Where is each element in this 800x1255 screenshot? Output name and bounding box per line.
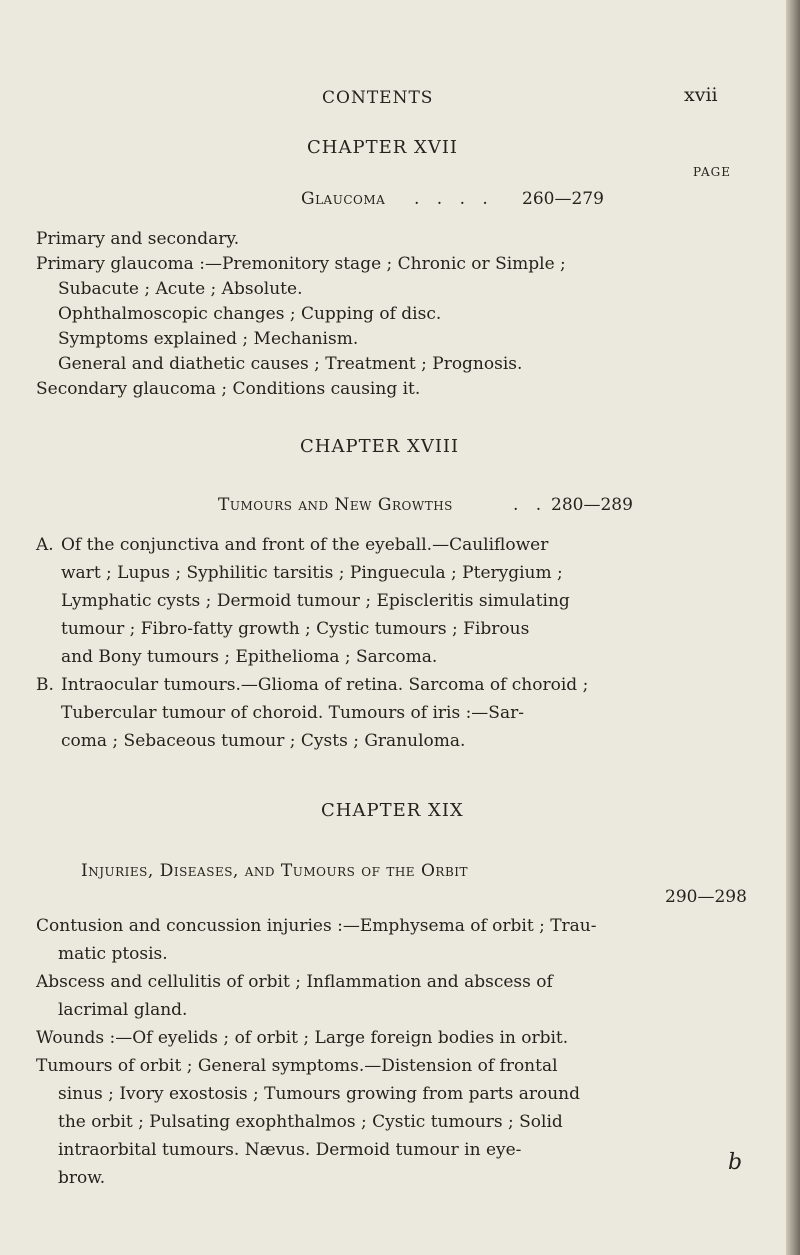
chapter-xvii-title: Glaucoma: [301, 189, 386, 209]
chapter-xix-line: Abscess and cellulitis of orbit ; Inflammation and abscess of: [36, 972, 553, 992]
chapter-xvii-line: Ophthalmoscopic changes ; Cupping of disc.: [58, 304, 442, 324]
page-folio: xvii: [684, 84, 718, 106]
section-b-line: Intraocular tumours.—Glioma of retina. Sarcoma of choroid ;: [61, 675, 589, 695]
section-a-line: and Bony tumours ; Epithelioma ; Sarcoma.: [61, 647, 438, 667]
chapter-xix-line: lacrimal gland.: [58, 1000, 188, 1020]
chapter-xviii-leader: . .: [513, 495, 548, 515]
chapter-xviii-title: Tumours and New Growths: [218, 495, 453, 515]
section-a-line: tumour ; Fibro-fatty growth ; Cystic tumours ; Fibrous: [61, 619, 530, 639]
chapter-xvii-line: Primary and secondary.: [36, 229, 240, 249]
chapter-xviii-pages: 280—289: [551, 495, 633, 515]
section-b-line: coma ; Sebaceous tumour ; Cysts ; Granuloma.: [61, 731, 466, 751]
chapter-xvii-line: Primary glaucoma :—Premonitory stage ; Chronic or Simple ;: [36, 254, 566, 274]
chapter-xix-line: sinus ; Ivory exostosis ; Tumours growing from parts around: [58, 1084, 580, 1104]
chapter-xvii-line: Symptoms explained ; Mechanism.: [58, 329, 359, 349]
chapter-xvii-pages: 260—279: [522, 189, 604, 209]
running-title: CONTENTS: [322, 88, 434, 108]
section-letter-b: B.: [36, 675, 54, 695]
chapter-xix-heading: CHAPTER XIX: [321, 800, 464, 821]
chapter-xix-pages: 290—298: [665, 887, 747, 907]
section-a-line: Lymphatic cysts ; Dermoid tumour ; Episcleritis simulating: [61, 591, 570, 611]
chapter-xvii-line: Secondary glaucoma ; Conditions causing it.: [36, 379, 421, 399]
chapter-xviii-heading: CHAPTER XVIII: [300, 436, 460, 457]
signature-mark: b: [728, 1150, 743, 1175]
section-a-line: Of the conjunctiva and front of the eyeball.—Cauliflower: [61, 535, 549, 555]
section-letter-a: A.: [36, 535, 54, 555]
chapter-xvii-leader: . . . .: [414, 189, 494, 209]
chapter-xix-line: the orbit ; Pulsating exophthalmos ; Cystic tumours ; Solid: [58, 1112, 563, 1132]
chapter-xvii-line: General and diathetic causes ; Treatment ; Prognosis.: [58, 354, 523, 374]
chapter-xix-line: Tumours of orbit ; General symptoms.—Distension of frontal: [36, 1056, 558, 1076]
section-a-line: wart ; Lupus ; Syphilitic tarsitis ; Pinguecula ; Pterygium ;: [61, 563, 563, 583]
chapter-xix-line: Wounds :—Of eyelids ; of orbit ; Large foreign bodies in orbit.: [36, 1028, 569, 1048]
chapter-xix-title: Injuries, Diseases, and Tumours of the Orbit: [81, 861, 469, 881]
chapter-xix-line: matic ptosis.: [58, 944, 168, 964]
page-column-label: PAGE: [693, 165, 731, 179]
chapter-xix-line: Contusion and concussion injuries :—Emphysema of orbit ; Trau-: [36, 916, 597, 936]
chapter-xix-line: intraorbital tumours. Nævus. Dermoid tumour in eye-: [58, 1140, 522, 1160]
page-edge-shadow: [786, 0, 800, 1255]
chapter-xvii-heading: CHAPTER XVII: [307, 137, 459, 158]
chapter-xix-line: brow.: [58, 1168, 106, 1188]
chapter-xvii-line: Subacute ; Acute ; Absolute.: [58, 279, 303, 299]
section-b-line: Tubercular tumour of choroid. Tumours of iris :—Sar-: [61, 703, 524, 723]
